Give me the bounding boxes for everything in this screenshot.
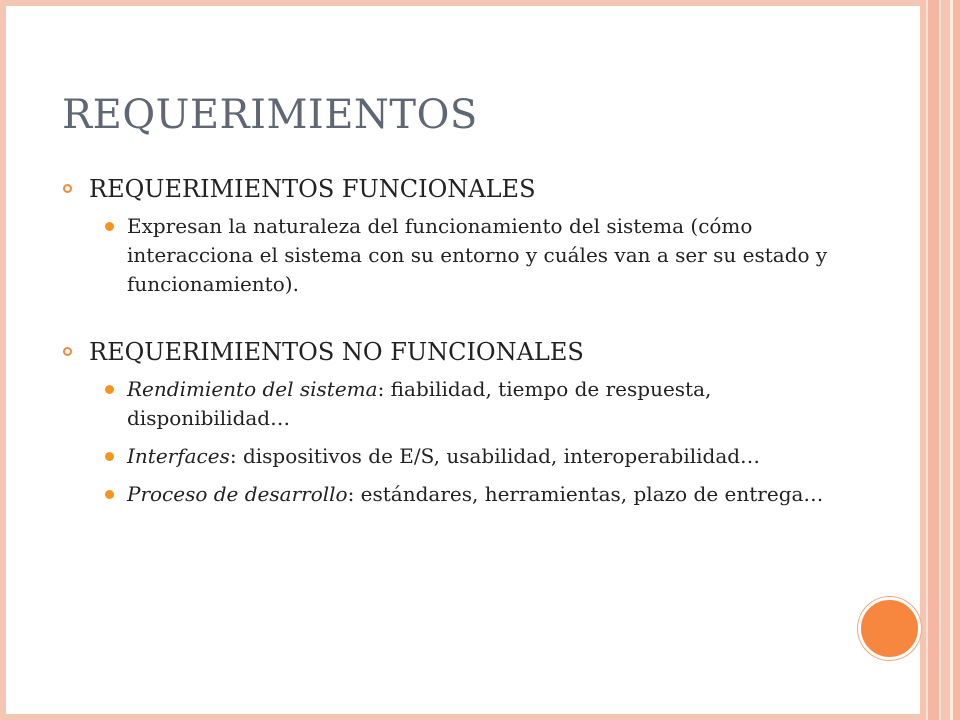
- circle-bullet-icon: [63, 184, 72, 193]
- dot-bullet-icon: [105, 490, 114, 499]
- decorative-orange-circle: [858, 597, 921, 660]
- item-text: : estándares, herramientas, plazo de entrega…: [347, 482, 824, 506]
- list-item: [127, 212, 852, 299]
- section-heading: REQUERIMIENTOS FUNCIONALES: [89, 175, 536, 203]
- item-text: Expresan la naturaleza del funcionamiento del sistema (cómo interacciona el sistema con su entorno y cuáles van a ser su estado y funcionamiento).: [127, 214, 828, 296]
- section-heading: REQUERIMIENTOS NO FUNCIONALES: [89, 338, 584, 366]
- list-item: [127, 480, 852, 509]
- bullet-list: [62, 172, 852, 545]
- item-term: Interfaces: [127, 444, 230, 468]
- sub-list: [89, 212, 852, 299]
- item-text: : fiabilidad, tiempo de respuesta, disponibilidad…: [127, 377, 712, 430]
- bottom-border: [0, 714, 924, 720]
- dot-bullet-icon: [105, 385, 114, 394]
- item-term: Proceso de desarrollo: [127, 482, 348, 506]
- item-term: Rendimiento del sistema: [127, 377, 378, 401]
- list-item: [127, 375, 852, 433]
- left-border: [0, 0, 6, 720]
- top-border: [0, 0, 924, 6]
- section-no-funcionales: [62, 335, 852, 509]
- item-text: : dispositivos de E/S, usabilidad, interoperabilidad…: [229, 444, 761, 468]
- list-item: [127, 442, 852, 471]
- slide-title: REQUERIMIENTOS: [62, 92, 478, 138]
- decorative-side-stripes: [920, 0, 960, 720]
- sub-list: [89, 375, 852, 509]
- circle-bullet-icon: [63, 347, 72, 356]
- dot-bullet-icon: [105, 222, 114, 231]
- dot-bullet-icon: [105, 452, 114, 461]
- section-funcionales: [62, 172, 852, 299]
